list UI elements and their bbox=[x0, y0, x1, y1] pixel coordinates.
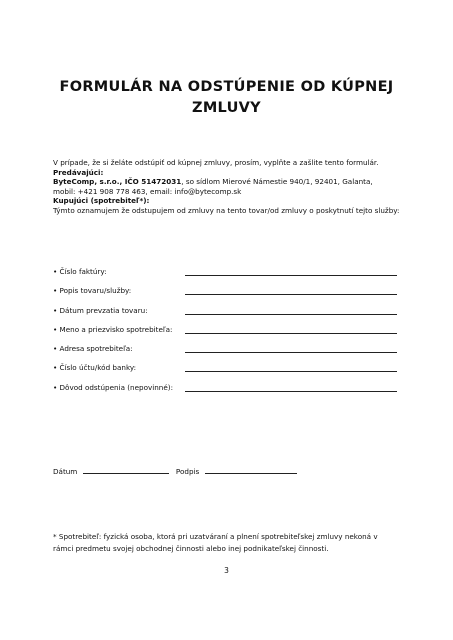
withdrawal-reason-blank[interactable] bbox=[185, 380, 397, 392]
seller-address: , so sídlom Mierové Námestie 940/1, 92401, Galanta, bbox=[181, 177, 373, 187]
form-title bbox=[40, 77, 413, 119]
signature-label: Podpis bbox=[175, 467, 200, 476]
consumer-name-blank[interactable] bbox=[185, 322, 397, 334]
intro-section bbox=[53, 158, 413, 216]
form-title-line-1: FORMULÁR NA ODSTÚPENIE OD KÚPNEJ bbox=[59, 79, 394, 95]
seller-line bbox=[53, 177, 413, 187]
field-label: • Popis tovaru/služby: bbox=[53, 286, 132, 296]
consumer-address-blank[interactable] bbox=[185, 341, 397, 353]
field-withdrawal-reason bbox=[53, 380, 413, 399]
signature-blank[interactable] bbox=[205, 465, 297, 474]
withdrawal-statement: Týmto oznamujem že odstupujem od zmluvy na tento tovar/od zmluvy o poskytnutí tejto služby: bbox=[53, 205, 400, 215]
field-label: • Meno a priezvisko spotrebiteľa: bbox=[53, 324, 173, 334]
field-invoice-number bbox=[53, 264, 413, 283]
signature-row bbox=[53, 465, 297, 476]
field-label: • Dátum prevzatia tovaru: bbox=[53, 305, 148, 315]
field-label: • Číslo účtu/kód banky: bbox=[53, 363, 136, 373]
date-blank[interactable] bbox=[83, 465, 169, 474]
footnote bbox=[53, 531, 413, 555]
receipt-date-blank[interactable] bbox=[185, 303, 397, 315]
field-receipt-date bbox=[53, 303, 413, 322]
intro-text: V prípade, že si želáte odstúpiť od kúpnej zmluvy, prosím, vyplňte a zašlite tento formulár. bbox=[53, 158, 379, 167]
form-title-line-2: ZMLUVY bbox=[192, 100, 261, 116]
invoice-number-blank[interactable] bbox=[185, 264, 397, 276]
seller-heading: Predávajúci: bbox=[53, 167, 104, 177]
seller-name: ByteComp, s.r.o., IČO 51472031 bbox=[53, 177, 182, 187]
date-label: Dátum bbox=[53, 467, 78, 476]
field-consumer-address bbox=[53, 341, 413, 360]
seller-contact: mobil: +421 908 778 463, email: info@bytecomp.sk bbox=[53, 186, 242, 196]
footnote-line-2: rámci predmetu svojej obchodnej činnosti alebo inej podnikateľskej činnosti. bbox=[53, 544, 329, 553]
footnote-line-1: * Spotrebiteľ: fyzická osoba, ktorá pri uzatváraní a plnení spotrebiteľskej zmluvy nekoná v bbox=[53, 532, 378, 541]
goods-description-blank[interactable] bbox=[185, 283, 397, 295]
bank-account-blank[interactable] bbox=[185, 360, 397, 372]
field-bank-account bbox=[53, 360, 413, 379]
page-number: 3 bbox=[224, 566, 229, 575]
buyer-heading: Kupujúci (spotrebiteľ*): bbox=[53, 196, 150, 206]
field-consumer-name bbox=[53, 322, 413, 341]
form-fields bbox=[53, 264, 413, 399]
field-label: • Adresa spotrebiteľa: bbox=[53, 344, 133, 354]
field-label: • Dôvod odstúpenia (nepovinné): bbox=[53, 382, 174, 392]
field-goods-description bbox=[53, 283, 413, 302]
field-label: • Číslo faktúry: bbox=[53, 267, 107, 276]
